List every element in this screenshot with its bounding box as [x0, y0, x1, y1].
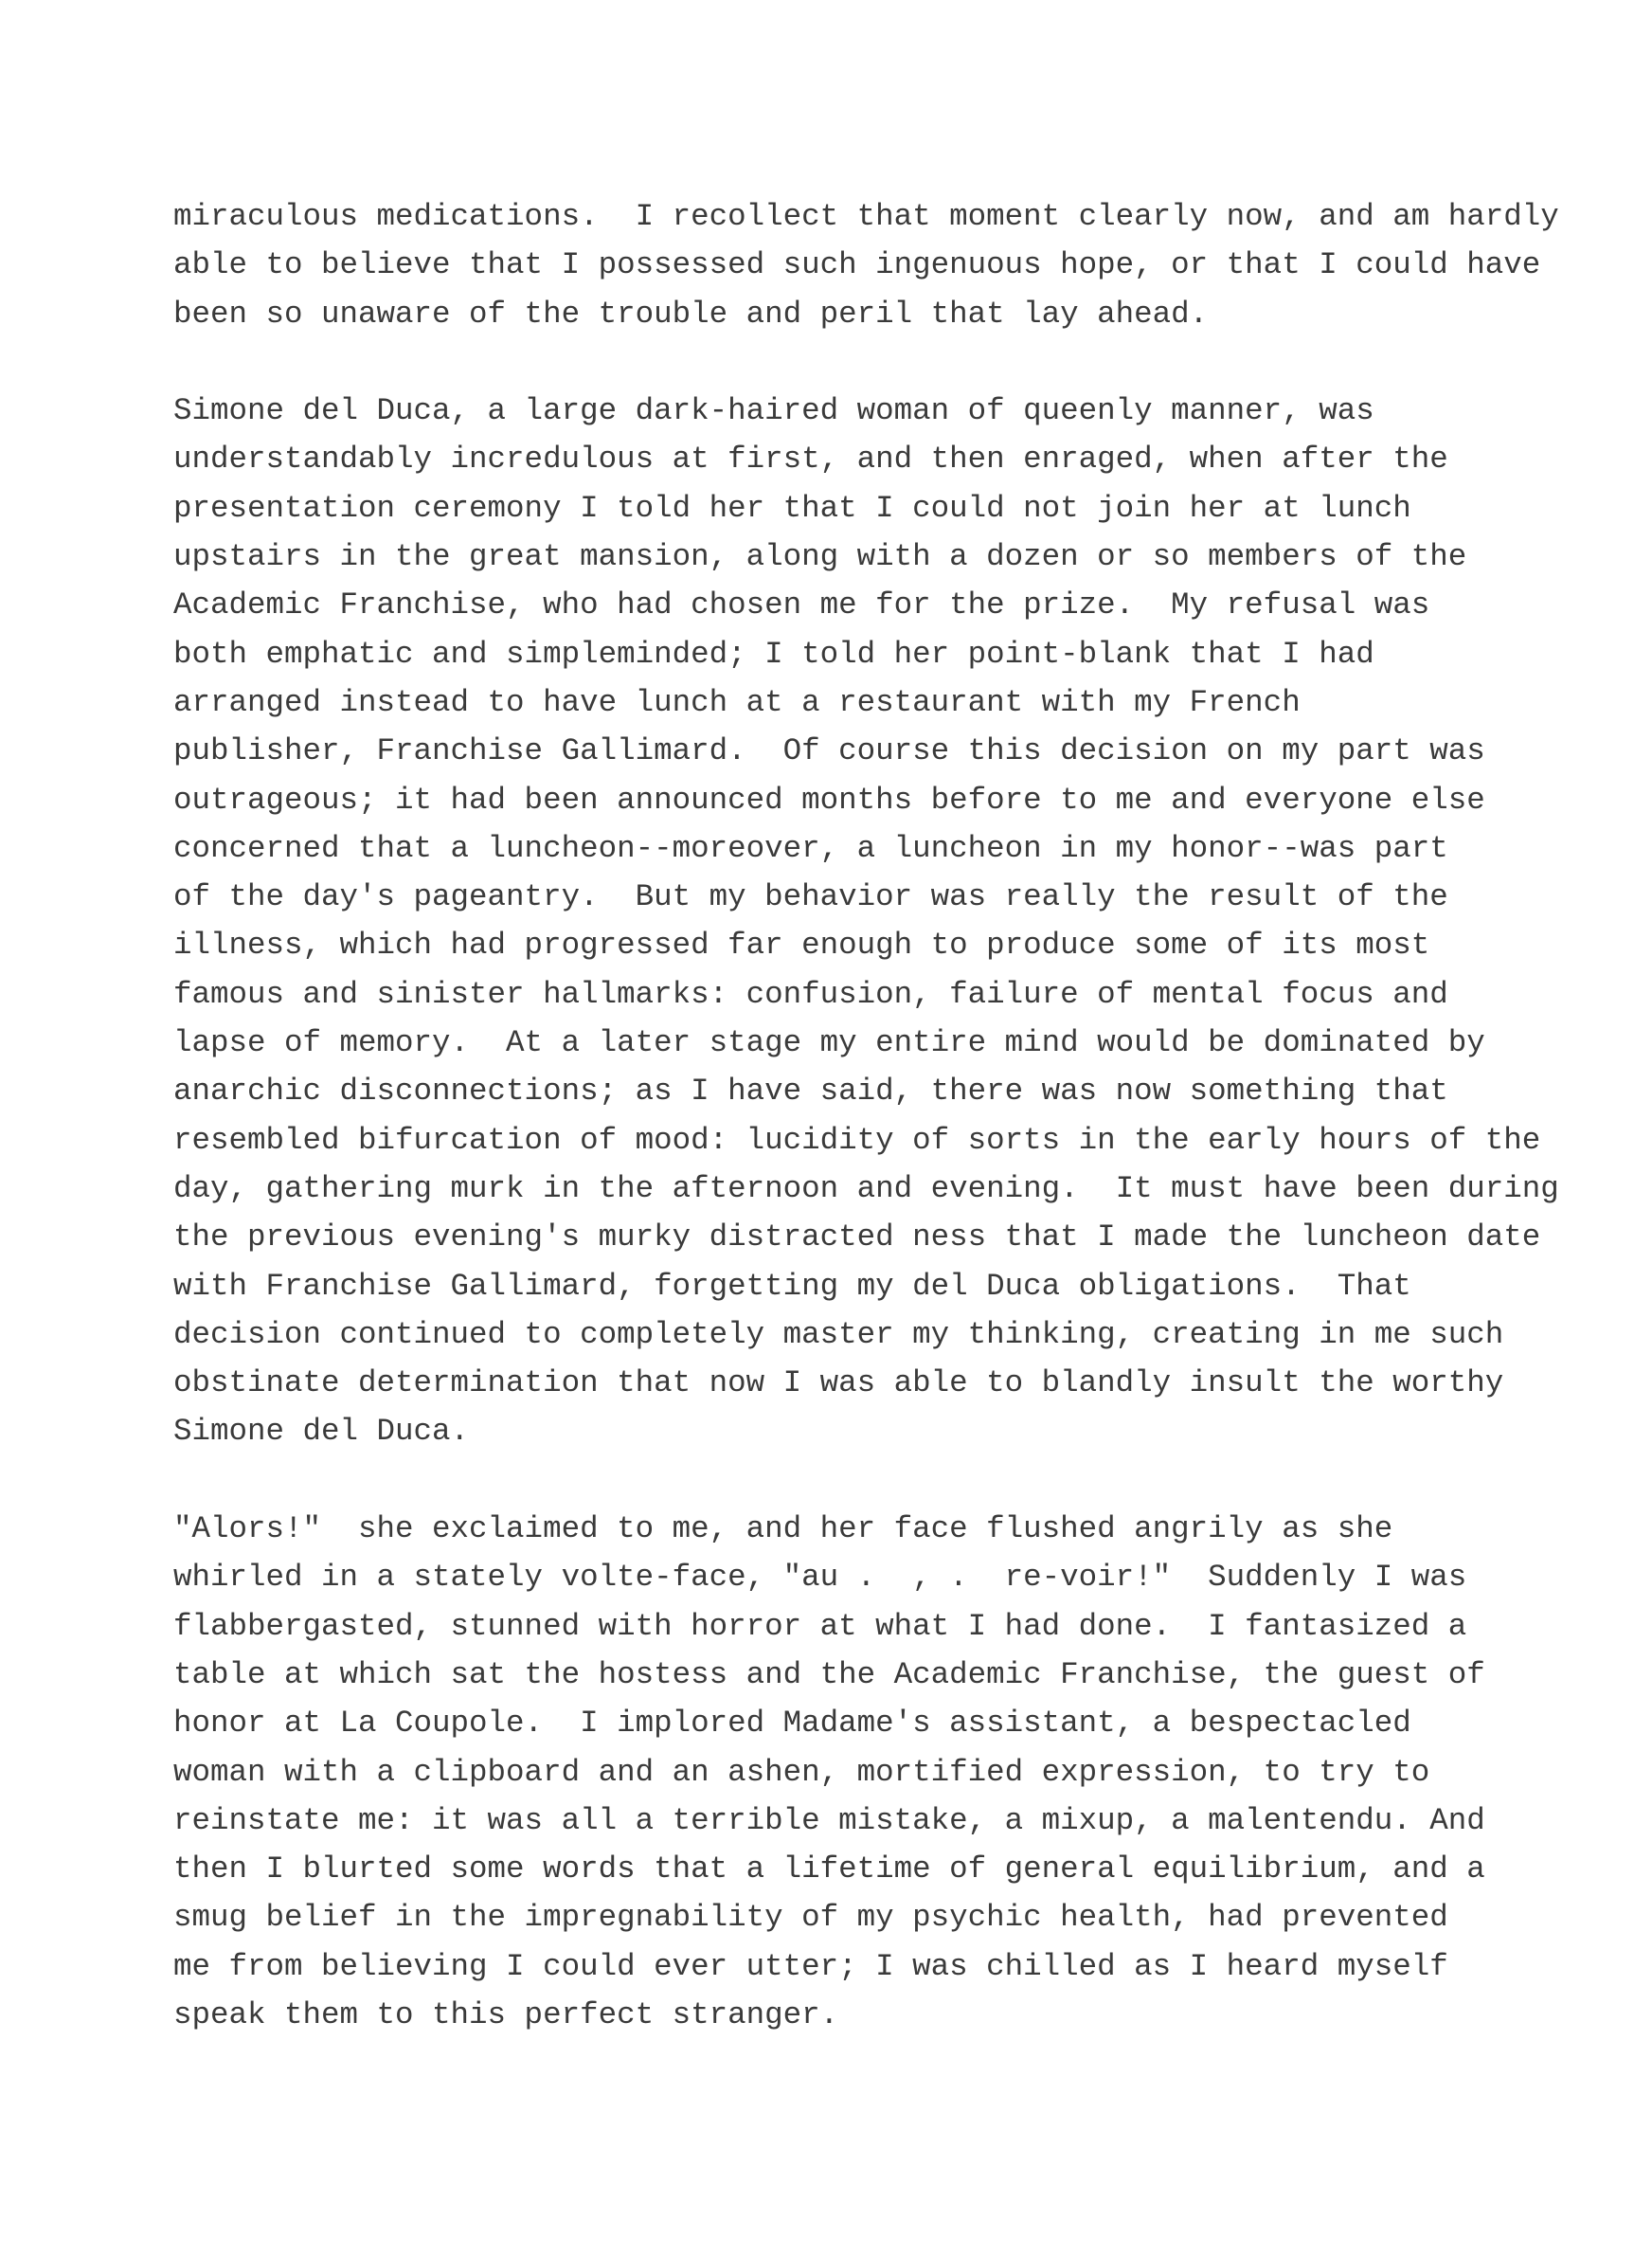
text-line: Simone del Duca.: [173, 1414, 470, 1450]
text-line: speak them to this perfect stranger.: [173, 1996, 839, 2032]
text-line: able to believe that I possessed such ingenuous hope, or that I could have: [173, 247, 1541, 283]
paragraph: [173, 1505, 1575, 2039]
text-line: obstinate determination that now I was able to blandly insult the worthy: [173, 1365, 1504, 1401]
text-line: "Alors!" she exclaimed to me, and her face flushed angrily as she: [173, 1511, 1393, 1547]
text-line: woman with a clipboard and an ashen, mortified expression, to try to: [173, 1754, 1430, 1790]
text-line: honor at La Coupole. I implored Madame's assistant, a bespectacled: [173, 1706, 1411, 1742]
text-line: miraculous medications. I recollect that moment clearly now, and am hardly: [173, 199, 1559, 234]
text-line: been so unaware of the trouble and peril that lay ahead.: [173, 296, 1209, 332]
text-line: understandably incredulous at first, and then enraged, when after the: [173, 442, 1448, 478]
text-line: of the day's pageantry. But my behavior was really the result of the: [173, 879, 1448, 915]
text-line: resembled bifurcation of mood: lucidity of sorts in the early hours of the: [173, 1122, 1541, 1158]
text-line: the previous evening's murky distracted ness that I made the luncheon date: [173, 1219, 1541, 1255]
text-line: both emphatic and simpleminded; I told her point-blank that I had: [173, 636, 1374, 672]
text-line: day, gathering murk in the afternoon and evening. It must have been during: [173, 1170, 1559, 1206]
text-line: whirled in a stately volte-face, "au . , . re-voir!" Suddenly I was: [173, 1560, 1467, 1596]
text-line: smug belief in the impregnability of my psychic health, had prevented: [173, 1900, 1448, 1936]
body-text: [173, 192, 1575, 2088]
text-line: Academic Franchise, who had chosen me for the prize. My refusal was: [173, 587, 1430, 623]
paragraph: [173, 387, 1575, 1456]
text-line: table at which sat the hostess and the Academic Franchise, the guest of: [173, 1656, 1485, 1692]
text-line: publisher, Franchise Gallimard. Of course this decision on my part was: [173, 733, 1485, 769]
text-line: illness, which had progressed far enough to produce some of its most: [173, 928, 1430, 964]
text-line: with Franchise Gallimard, forgetting my del Duca obligations. That: [173, 1268, 1411, 1304]
text-line: famous and sinister hallmarks: confusion, failure of mental focus and: [173, 976, 1448, 1012]
text-line: decision continued to completely master my thinking, creating in me such: [173, 1316, 1504, 1352]
text-line: Simone del Duca, a large dark-haired woman of queenly manner, was: [173, 393, 1374, 429]
text-line: presentation ceremony I told her that I could not join her at lunch: [173, 490, 1411, 526]
text-line: then I blurted some words that a lifetime of general equilibrium, and a: [173, 1851, 1485, 1887]
text-line: lapse of memory. At a later stage my entire mind would be dominated by: [173, 1025, 1485, 1061]
text-line: anarchic disconnections; as I have said, there was now something that: [173, 1074, 1448, 1110]
paragraph: [173, 192, 1575, 338]
text-line: me from believing I could ever utter; I was chilled as I heard myself: [173, 1948, 1448, 1984]
text-line: upstairs in the great mansion, along with a dozen or so members of the: [173, 539, 1467, 575]
text-line: arranged instead to have lunch at a restaurant with my French: [173, 684, 1301, 720]
text-line: concerned that a luncheon--moreover, a luncheon in my honor--was part: [173, 830, 1448, 866]
text-line: outrageous; it had been announced months before to me and everyone else: [173, 782, 1485, 818]
text-line: flabbergasted, stunned with horror at what I had done. I fantasized a: [173, 1608, 1467, 1644]
text-line: reinstate me: it was all a terrible mistake, a mixup, a malentendu. And: [173, 1802, 1485, 1838]
